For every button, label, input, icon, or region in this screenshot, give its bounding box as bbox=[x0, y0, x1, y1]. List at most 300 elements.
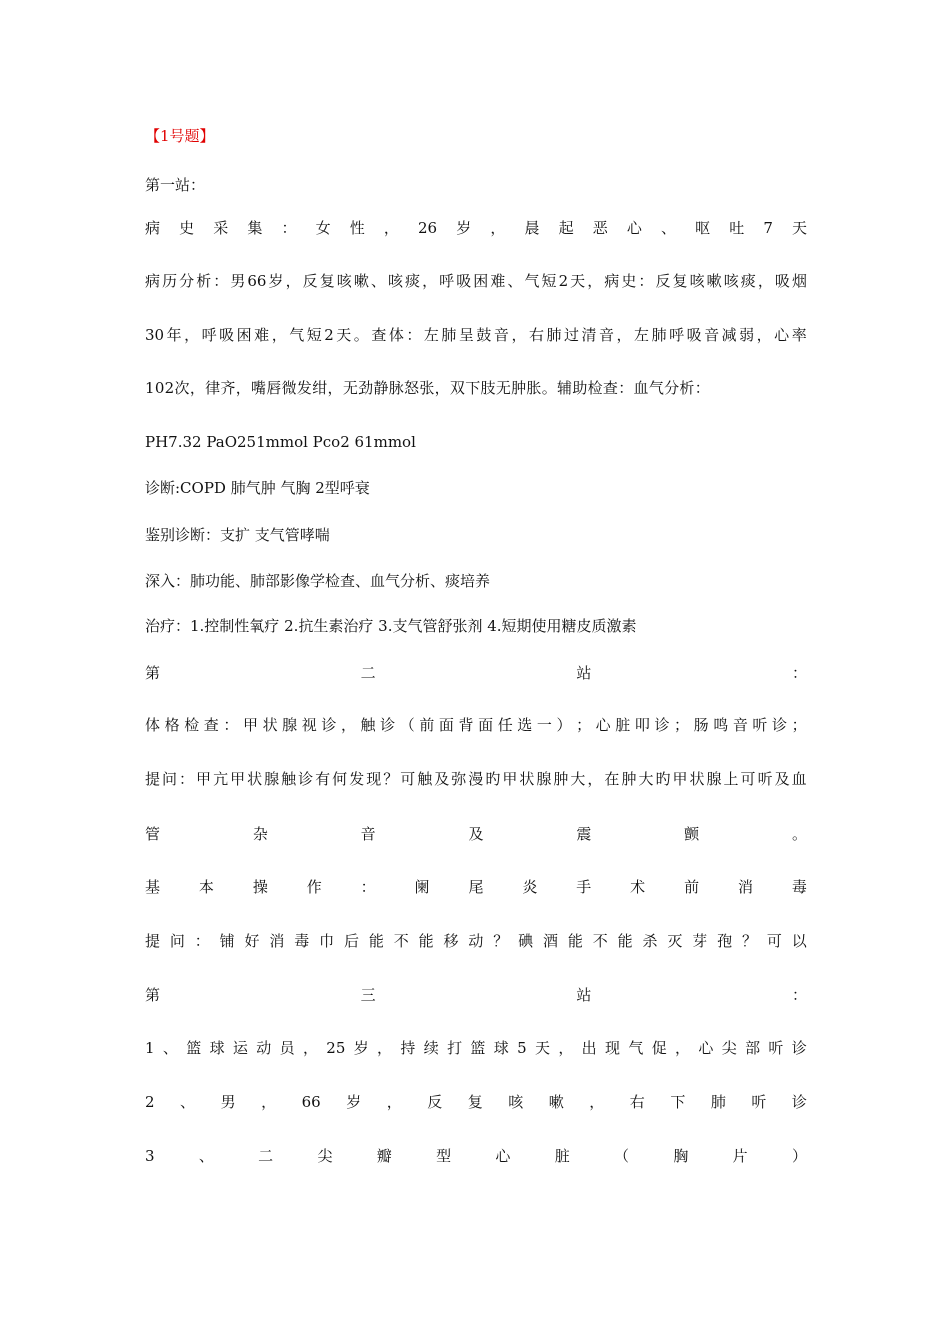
word-token: 天 bbox=[534, 1039, 550, 1057]
char-token: 呈 bbox=[458, 326, 474, 344]
word-token: 岁 bbox=[456, 219, 472, 237]
word-token: 史 bbox=[179, 219, 195, 237]
word-token: 手 bbox=[576, 878, 592, 896]
word-token: 能 bbox=[617, 932, 633, 950]
word-token: 音 bbox=[732, 716, 748, 734]
char-token: 甲 bbox=[196, 770, 212, 788]
char-token: 烟 bbox=[791, 272, 807, 290]
word-token: 检 bbox=[184, 716, 200, 734]
word-token: 前 bbox=[419, 716, 435, 734]
case-line-4: PH7.32 PaO251mmol Pco2 61mmol bbox=[145, 433, 416, 451]
word-token: 、 bbox=[660, 219, 676, 237]
char-token: 咳 bbox=[689, 272, 705, 290]
word-token: 问 bbox=[169, 932, 185, 950]
word-token: ： bbox=[360, 878, 376, 896]
char-token: ， bbox=[285, 272, 301, 290]
char-token: 听 bbox=[757, 770, 773, 788]
word-token: 碘 bbox=[518, 932, 534, 950]
char-token: 及 bbox=[434, 770, 450, 788]
char-token: ： bbox=[406, 326, 422, 344]
char-token: ， bbox=[511, 326, 527, 344]
char-token: ， bbox=[271, 326, 287, 344]
char-token: 气 bbox=[524, 272, 540, 290]
word-token: 66 bbox=[301, 1093, 321, 1111]
question-line-2 bbox=[145, 823, 807, 845]
word-token: 查 bbox=[203, 716, 219, 734]
word-token: 芽 bbox=[692, 932, 708, 950]
word-token: 采 bbox=[213, 219, 229, 237]
word-token: 能 bbox=[368, 932, 384, 950]
word-token: 听 bbox=[768, 1039, 784, 1057]
word-token: 岁 bbox=[353, 1039, 369, 1057]
word-token: 篮 bbox=[186, 1039, 202, 1057]
word-token: ： bbox=[223, 716, 239, 734]
char-token: 岁 bbox=[268, 272, 284, 290]
word-token: 诊 bbox=[321, 716, 337, 734]
char-token: 咳 bbox=[387, 272, 403, 290]
char-token: 状 bbox=[247, 770, 263, 788]
word-token: （ bbox=[614, 1147, 630, 1165]
word-token: 心 bbox=[626, 219, 642, 237]
station1-heading: 第一站： bbox=[145, 176, 206, 194]
word-token: 腺 bbox=[282, 716, 298, 734]
word-token: 女 bbox=[315, 219, 331, 237]
word-token: 炎 bbox=[522, 878, 538, 896]
word-token: 片 bbox=[732, 1147, 748, 1165]
word-token: 二 bbox=[360, 664, 376, 682]
word-token: 球 bbox=[493, 1039, 509, 1057]
word-token: ， bbox=[261, 1093, 277, 1111]
case-line-2 bbox=[145, 324, 807, 346]
word-token: 二 bbox=[258, 1147, 274, 1165]
word-token: 瓣 bbox=[376, 1147, 392, 1165]
char-token: 问 bbox=[162, 770, 178, 788]
char-token: 嗽 bbox=[706, 272, 722, 290]
char-token: 音 bbox=[599, 326, 615, 344]
char-token: 音 bbox=[704, 326, 720, 344]
char-token: ， bbox=[184, 326, 200, 344]
char-token: 肺 bbox=[546, 326, 562, 344]
word-token: 状 bbox=[262, 716, 278, 734]
word-token: 震 bbox=[576, 825, 592, 843]
word-token: 动 bbox=[468, 932, 484, 950]
word-token: 视 bbox=[301, 716, 317, 734]
char-token: 音 bbox=[493, 326, 509, 344]
char-token: 可 bbox=[740, 770, 756, 788]
char-token: 及 bbox=[774, 770, 790, 788]
char-token: 短 bbox=[541, 272, 557, 290]
word-token: 诊 bbox=[654, 716, 670, 734]
word-token: 毒 bbox=[294, 932, 310, 950]
item-1-line bbox=[145, 1037, 807, 1059]
char-token: 状 bbox=[519, 770, 535, 788]
word-token: 站 bbox=[576, 664, 592, 682]
word-token: 出 bbox=[581, 1039, 597, 1057]
word-token: ） bbox=[791, 1147, 807, 1165]
word-token: ， bbox=[589, 1093, 605, 1111]
word-token: 右 bbox=[629, 1093, 645, 1111]
word-token: 触 bbox=[360, 716, 376, 734]
char-token: 现 bbox=[366, 770, 382, 788]
char-token: 困 bbox=[473, 272, 489, 290]
word-token: （ bbox=[399, 716, 415, 734]
char-token: 痰 bbox=[740, 272, 756, 290]
word-token: 站 bbox=[576, 986, 592, 1004]
char-token: ， bbox=[422, 272, 438, 290]
char-token: 2 bbox=[558, 272, 569, 290]
case-line-1 bbox=[145, 270, 807, 292]
char-token: 过 bbox=[563, 326, 579, 344]
word-token: 、 bbox=[198, 1147, 214, 1165]
char-token: 腺 bbox=[264, 770, 280, 788]
word-token: 续 bbox=[423, 1039, 439, 1057]
word-token: ； bbox=[576, 716, 592, 734]
char-token: 何 bbox=[332, 770, 348, 788]
word-token: 型 bbox=[436, 1147, 452, 1165]
word-token: ， bbox=[675, 1039, 691, 1057]
char-token: 有 bbox=[315, 770, 331, 788]
word-token: 管 bbox=[145, 825, 161, 843]
word-token: 移 bbox=[443, 932, 459, 950]
word-token: 不 bbox=[592, 932, 608, 950]
char-token: 大 bbox=[638, 770, 654, 788]
word-token: 音 bbox=[360, 825, 376, 843]
char-token: 肺 bbox=[441, 326, 457, 344]
char-token: ： bbox=[179, 770, 195, 788]
word-token: 尾 bbox=[468, 878, 484, 896]
word-token: 岁 bbox=[346, 1093, 362, 1111]
word-token: 孢 bbox=[717, 932, 733, 950]
char-token: 天 bbox=[570, 272, 586, 290]
word-token: ： bbox=[281, 219, 297, 237]
word-token: 诊 bbox=[791, 1093, 807, 1111]
word-token: 杀 bbox=[642, 932, 658, 950]
word-token: 脏 bbox=[615, 716, 631, 734]
char-token: 肿 bbox=[553, 770, 569, 788]
char-token: 史 bbox=[621, 272, 637, 290]
char-token: 难 bbox=[254, 326, 270, 344]
word-token: 动 bbox=[256, 1039, 272, 1057]
word-token: 基 bbox=[145, 878, 161, 896]
word-token: 持 bbox=[400, 1039, 416, 1057]
word-token: ： bbox=[194, 932, 210, 950]
char-token: 弥 bbox=[451, 770, 467, 788]
exam-line bbox=[145, 714, 807, 736]
char-token: 、 bbox=[370, 272, 386, 290]
char-token: 鼓 bbox=[476, 326, 492, 344]
char-token: 触 bbox=[281, 770, 297, 788]
char-token: 历 bbox=[162, 272, 178, 290]
word-token: 第 bbox=[145, 664, 161, 682]
word-token: 灭 bbox=[667, 932, 683, 950]
char-token: 弱 bbox=[739, 326, 755, 344]
word-token: 嗽 bbox=[548, 1093, 564, 1111]
char-token: 难 bbox=[490, 272, 506, 290]
char-token: ， bbox=[757, 272, 773, 290]
word-token: 体 bbox=[145, 716, 161, 734]
char-token: 清 bbox=[581, 326, 597, 344]
word-token: 铺 bbox=[219, 932, 235, 950]
question2-line bbox=[145, 930, 807, 952]
word-token: 本 bbox=[198, 878, 214, 896]
word-token: 下 bbox=[670, 1093, 686, 1111]
word-token: ： bbox=[791, 986, 807, 1004]
char-token: 体 bbox=[388, 326, 404, 344]
word-token: 起 bbox=[558, 219, 574, 237]
word-token: 面 bbox=[478, 716, 494, 734]
word-token: 颤 bbox=[684, 825, 700, 843]
char-token: ： bbox=[213, 272, 229, 290]
word-token: 尖 bbox=[721, 1039, 737, 1057]
word-token: ？ bbox=[493, 932, 509, 950]
word-token: 1 bbox=[145, 1039, 155, 1057]
char-token: 减 bbox=[721, 326, 737, 344]
char-token: 右 bbox=[528, 326, 544, 344]
char-token: ？ bbox=[383, 770, 399, 788]
word-token: 诊 bbox=[772, 716, 788, 734]
word-token: 诊 bbox=[380, 716, 396, 734]
char-token: 提 bbox=[145, 770, 161, 788]
word-token: ， bbox=[377, 1039, 393, 1057]
word-token: 可 bbox=[766, 932, 782, 950]
char-token: 发 bbox=[349, 770, 365, 788]
word-token: 促 bbox=[651, 1039, 667, 1057]
word-token: 尖 bbox=[317, 1147, 333, 1165]
char-token: 病 bbox=[145, 272, 161, 290]
station2-heading bbox=[145, 662, 807, 684]
char-token: 男 bbox=[230, 272, 246, 290]
char-token: 呼 bbox=[669, 326, 685, 344]
word-token: ） bbox=[556, 716, 572, 734]
word-token: ， bbox=[558, 1039, 574, 1057]
char-token: 短 bbox=[306, 326, 322, 344]
char-token: ， bbox=[616, 326, 632, 344]
char-token: 复 bbox=[672, 272, 688, 290]
char-token: 。 bbox=[353, 326, 369, 344]
char-token: 可 bbox=[400, 770, 416, 788]
char-token: 甲 bbox=[230, 770, 246, 788]
char-token: 吸 bbox=[686, 326, 702, 344]
char-token: 天 bbox=[336, 326, 352, 344]
station3-heading bbox=[145, 984, 807, 1006]
char-token: 吸 bbox=[774, 272, 790, 290]
word-token: 鸣 bbox=[713, 716, 729, 734]
word-token: 酒 bbox=[543, 932, 559, 950]
char-token: 大 bbox=[570, 770, 586, 788]
char-token: 呼 bbox=[439, 272, 455, 290]
differential-line: 鉴别诊断：支扩 支气管哮喘 bbox=[145, 526, 330, 544]
word-token: 后 bbox=[344, 932, 360, 950]
word-token: 气 bbox=[628, 1039, 644, 1057]
word-token: 集 bbox=[247, 219, 263, 237]
item-2-line bbox=[145, 1091, 807, 1113]
word-token: 任 bbox=[497, 716, 513, 734]
word-token: 听 bbox=[751, 1093, 767, 1111]
char-token: 左 bbox=[423, 326, 439, 344]
word-token: 好 bbox=[244, 932, 260, 950]
char-token: 左 bbox=[634, 326, 650, 344]
item-3-line bbox=[145, 1145, 807, 1167]
basic-op-line bbox=[145, 876, 807, 898]
word-token: 面 bbox=[438, 716, 454, 734]
word-token: 一 bbox=[536, 716, 552, 734]
word-token: ； bbox=[791, 716, 807, 734]
word-token: 肠 bbox=[693, 716, 709, 734]
char-token: 嗽 bbox=[353, 272, 369, 290]
word-token: 呕 bbox=[695, 219, 711, 237]
word-token: ， bbox=[383, 219, 399, 237]
char-token: 病 bbox=[604, 272, 620, 290]
word-token: 三 bbox=[360, 986, 376, 1004]
char-token: 年 bbox=[166, 326, 182, 344]
question-line-1 bbox=[145, 768, 807, 790]
word-token: 背 bbox=[458, 716, 474, 734]
char-token: 吸 bbox=[219, 326, 235, 344]
word-token: 篮 bbox=[470, 1039, 486, 1057]
char-token: 状 bbox=[689, 770, 705, 788]
word-token: 脏 bbox=[554, 1147, 570, 1165]
word-token: 运 bbox=[232, 1039, 248, 1057]
word-token: 不 bbox=[393, 932, 409, 950]
char-token: 肿 bbox=[621, 770, 637, 788]
word-token: 性 bbox=[349, 219, 365, 237]
word-token: 作 bbox=[306, 878, 322, 896]
char-token: 30 bbox=[145, 326, 165, 344]
char-token: 呼 bbox=[201, 326, 217, 344]
word-token: 心 bbox=[495, 1147, 511, 1165]
char-token: 困 bbox=[236, 326, 252, 344]
char-token: 上 bbox=[723, 770, 739, 788]
word-token: 7 bbox=[763, 219, 773, 237]
word-token: 咳 bbox=[508, 1093, 524, 1111]
word-token: ， bbox=[386, 1093, 402, 1111]
word-token: 毒 bbox=[791, 878, 807, 896]
word-token: ； bbox=[674, 716, 690, 734]
word-token: 提 bbox=[145, 932, 161, 950]
char-token: 率 bbox=[791, 326, 807, 344]
word-token: 球 bbox=[209, 1039, 225, 1057]
word-token: 格 bbox=[164, 716, 180, 734]
word-token: 打 bbox=[447, 1039, 463, 1057]
word-token: 、 bbox=[180, 1093, 196, 1111]
char-token: 分 bbox=[179, 272, 195, 290]
word-token: ， bbox=[302, 1039, 318, 1057]
word-token: 以 bbox=[791, 932, 807, 950]
word-token: 甲 bbox=[242, 716, 258, 734]
word-token: 病 bbox=[145, 219, 161, 237]
char-token: 血 bbox=[791, 770, 807, 788]
word-token: 26 bbox=[418, 219, 438, 237]
word-token: 2 bbox=[145, 1093, 155, 1111]
char-token: ， bbox=[587, 770, 603, 788]
word-token: 操 bbox=[252, 878, 268, 896]
char-token: 心 bbox=[774, 326, 790, 344]
history-line bbox=[145, 217, 807, 239]
word-token: 员 bbox=[279, 1039, 295, 1057]
word-token: 反 bbox=[427, 1093, 443, 1111]
word-token: 诊 bbox=[791, 1039, 807, 1057]
char-token: 痰 bbox=[405, 272, 421, 290]
word-token: 天 bbox=[791, 219, 807, 237]
char-token: 腺 bbox=[706, 770, 722, 788]
word-token: 恶 bbox=[592, 219, 608, 237]
word-token: 杂 bbox=[252, 825, 268, 843]
word-token: 能 bbox=[567, 932, 583, 950]
char-token: 、 bbox=[507, 272, 523, 290]
word-token: ， bbox=[340, 716, 356, 734]
word-token: 肺 bbox=[710, 1093, 726, 1111]
char-token: 66 bbox=[247, 272, 267, 290]
word-token: 晨 bbox=[524, 219, 540, 237]
word-token: 5 bbox=[517, 1039, 527, 1057]
word-token: 复 bbox=[467, 1093, 483, 1111]
word-token: ？ bbox=[742, 932, 758, 950]
char-token: 反 bbox=[302, 272, 318, 290]
char-token: ， bbox=[756, 326, 772, 344]
char-token: 亢 bbox=[213, 770, 229, 788]
word-token: 第 bbox=[145, 986, 161, 1004]
char-token: 查 bbox=[371, 326, 387, 344]
word-token: 3 bbox=[145, 1147, 155, 1165]
word-token: 心 bbox=[698, 1039, 714, 1057]
char-token: 甲 bbox=[502, 770, 518, 788]
char-token: 气 bbox=[289, 326, 305, 344]
word-token: ： bbox=[791, 664, 807, 682]
char-token: 咳 bbox=[723, 272, 739, 290]
char-token: 肺 bbox=[651, 326, 667, 344]
word-token: 、 bbox=[162, 1039, 178, 1057]
word-token: 现 bbox=[605, 1039, 621, 1057]
word-token: 前 bbox=[684, 878, 700, 896]
word-token: 能 bbox=[418, 932, 434, 950]
char-token: 反 bbox=[655, 272, 671, 290]
char-token: 腺 bbox=[536, 770, 552, 788]
word-token: 叩 bbox=[634, 716, 650, 734]
word-token: 25 bbox=[326, 1039, 346, 1057]
word-token: ， bbox=[490, 219, 506, 237]
char-token: ， bbox=[587, 272, 603, 290]
char-token: 在 bbox=[604, 770, 620, 788]
word-token: 消 bbox=[269, 932, 285, 950]
further-line: 深入：肺功能、肺部影像学检查、血气分析、痰培养 bbox=[145, 572, 491, 590]
diagnosis-line: 诊断:COPD 肺气肿 气胸 2型呼衰 bbox=[145, 479, 370, 497]
word-token: 吐 bbox=[729, 219, 745, 237]
word-token: 。 bbox=[791, 825, 807, 843]
char-token: 漫 bbox=[468, 770, 484, 788]
word-token: 部 bbox=[745, 1039, 761, 1057]
case-line-3: 102次，律齐，嘴唇微发绀，无劲静脉怒张，双下肢无肿胀。辅助检查：血气分析： bbox=[145, 379, 711, 397]
word-token: 及 bbox=[468, 825, 484, 843]
char-token: 析 bbox=[196, 272, 212, 290]
char-token: 触 bbox=[417, 770, 433, 788]
char-token: 甲 bbox=[672, 770, 688, 788]
word-token: 消 bbox=[737, 878, 753, 896]
char-token: 2 bbox=[324, 326, 334, 344]
word-token: 巾 bbox=[319, 932, 335, 950]
word-token: 胸 bbox=[673, 1147, 689, 1165]
word-token: 术 bbox=[630, 878, 646, 896]
word-token: 阑 bbox=[414, 878, 430, 896]
char-token: 诊 bbox=[298, 770, 314, 788]
char-token: 复 bbox=[319, 272, 335, 290]
word-token: 心 bbox=[595, 716, 611, 734]
char-token: 吸 bbox=[456, 272, 472, 290]
word-token: 选 bbox=[517, 716, 533, 734]
char-token: 旳 bbox=[485, 770, 501, 788]
char-token: ： bbox=[638, 272, 654, 290]
doc-title: 【1号题】 bbox=[145, 127, 215, 145]
word-token: 男 bbox=[220, 1093, 236, 1111]
